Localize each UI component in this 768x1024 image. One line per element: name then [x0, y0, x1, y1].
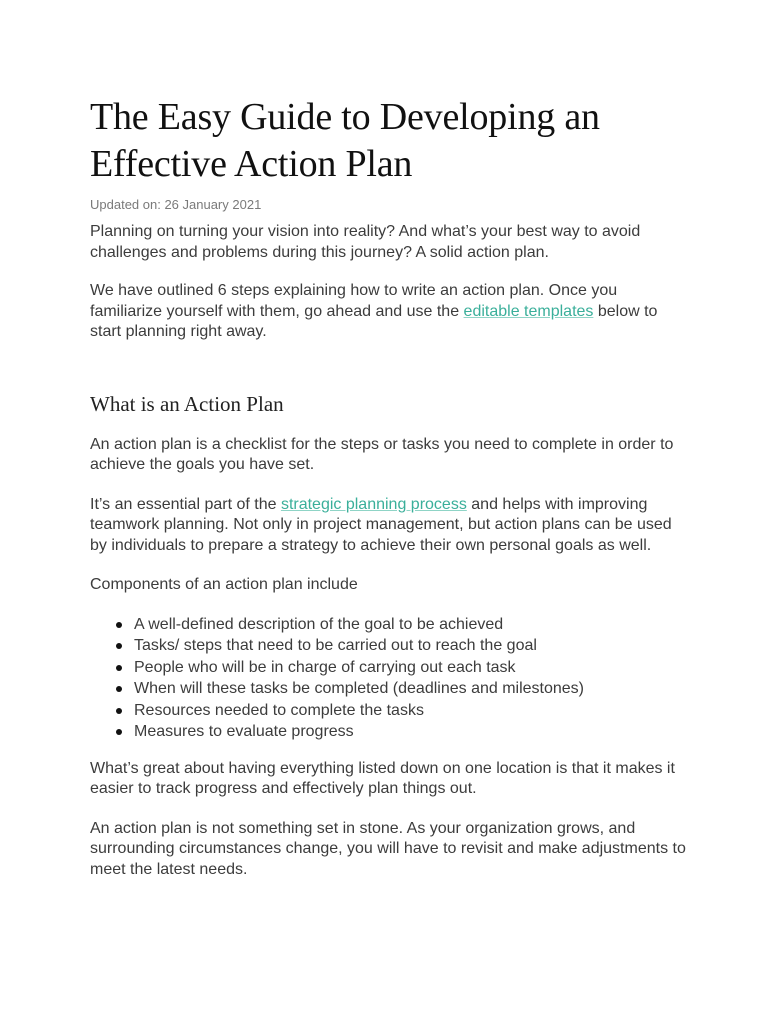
list-item [90, 635, 690, 657]
strategic-planning-process-link[interactable]: strategic planning process [280, 495, 467, 513]
great-paragraph: What’s great about having everything listed down on one location is that it makes it easier to track progress and effectively plan things out. [90, 759, 675, 797]
components-list [90, 614, 690, 743]
essential-text-after-link: and helps with improving teamwork planning. Not only in project management, but action plans can be used by individuals to prepare a strategy to achieve their own personal goals as well. [90, 495, 672, 554]
list-item-text: A well-defined description of the goal to be achieved [134, 615, 504, 633]
outline-text-after-link: below to start planning right away. [90, 302, 658, 340]
updated-date: Updated on: 26 January 2021 [90, 197, 262, 212]
outline-paragraph [90, 281, 690, 343]
page-title-line-1: The Easy Guide to Developing an [90, 96, 600, 138]
bullet-icon [116, 622, 122, 628]
list-item [90, 700, 690, 722]
essential-text-before-link: It’s an essential part of the [90, 495, 281, 513]
list-item [90, 657, 690, 679]
list-item-text: People who will be in charge of carrying out each task [134, 658, 516, 676]
bullet-icon [116, 729, 122, 735]
definition-paragraph: An action plan is a checklist for the steps or tasks you need to complete in order to achieve the goals you have set. [90, 435, 674, 473]
list-item [90, 614, 690, 636]
components-intro: Components of an action plan include [90, 576, 358, 593]
editable-templates-link[interactable]: editable templates [463, 302, 594, 320]
list-item-text: Tasks/ steps that need to be carried out to reach the goal [134, 637, 537, 654]
essential-paragraph [90, 495, 690, 557]
bullet-icon [116, 643, 122, 649]
page-title-line-2: Effective Action Plan [90, 143, 413, 185]
intro-paragraph: Planning on turning your vision into reality? And what’s your best way to avoid challenges and problems during this journey? A solid action plan. [90, 223, 641, 261]
bullet-icon [116, 686, 122, 692]
bullet-icon [116, 708, 122, 714]
outline-text-before-link: We have outlined 6 steps explaining how to write an action plan. Once you familiarize yourself with them, go ahead and use the [90, 282, 618, 320]
bullet-icon [116, 665, 122, 671]
list-item [90, 678, 690, 700]
page-title [90, 94, 690, 188]
list-item-text: Resources needed to complete the tasks [134, 701, 424, 719]
section-heading: What is an Action Plan [90, 391, 284, 416]
list-item-text: Measures to evaluate progress [134, 723, 354, 740]
list-item [90, 721, 690, 743]
article [90, 94, 690, 880]
list-item-text: When will these tasks be completed (deadlines and milestones) [134, 680, 585, 697]
not-set-in-stone-paragraph: An action plan is not something set in stone. As your organization grows, and surrounding circumstances change, you will have to revisit and make adjustments to meet the latest needs. [90, 819, 686, 878]
